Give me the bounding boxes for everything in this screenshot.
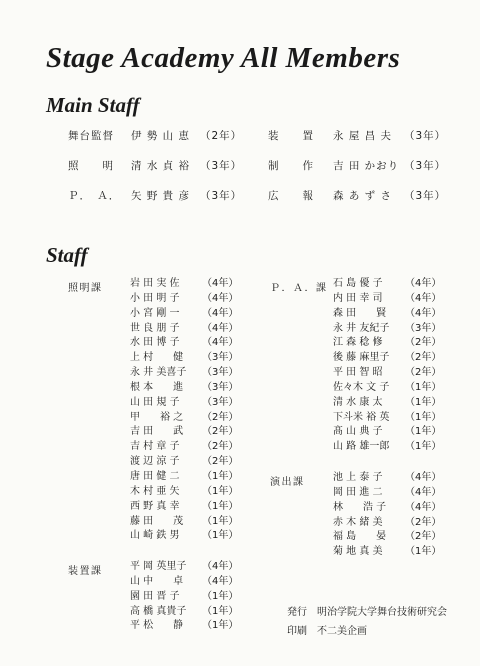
- role-label: 照 明: [68, 160, 114, 172]
- member-name: 下斗米 裕 英: [333, 411, 390, 423]
- member-name: 内 田 幸 司: [333, 292, 383, 304]
- member-name: 山 田 規 子: [130, 396, 180, 408]
- member-name: 木 村 亜 矢: [130, 485, 180, 497]
- member-grade: （2年）: [405, 531, 442, 543]
- main-staff-heading: Main Staff: [46, 93, 140, 117]
- member-name: 菊 地 真 美: [333, 546, 383, 558]
- member-grade: （4年）: [202, 307, 239, 319]
- member-name: 山 崎 鉄 男: [130, 530, 180, 542]
- member-name: 福 島 晏: [333, 531, 387, 543]
- member-grade: （3年）: [202, 367, 239, 379]
- grade-label: （2年）: [200, 130, 243, 142]
- member-name: 吉 田 武: [130, 426, 184, 438]
- member-name: 岡 田 進 二: [333, 486, 383, 498]
- member-name: 小 田 明 子: [130, 292, 180, 304]
- staff-name: 清 水 貞 裕: [131, 160, 191, 172]
- role-label: 広 報: [268, 190, 314, 202]
- role-label: 舞台監督: [68, 130, 114, 142]
- member-grade: （1年）: [405, 411, 442, 423]
- dept-pa: Ｐ．Ａ．課: [270, 283, 328, 294]
- member-grade: （4年）: [202, 575, 239, 587]
- member-name: 石 島 優 子: [333, 278, 383, 289]
- page-title: Stage Academy All Members: [46, 42, 401, 74]
- member-name: 吉 村 章 子: [130, 441, 180, 453]
- member-grade: （4年）: [202, 278, 239, 289]
- member-name: 唐 田 健 二: [130, 470, 180, 482]
- member-grade: （2年）: [405, 337, 442, 349]
- member-grade: （1年）: [202, 470, 239, 482]
- dept-lighting: 照明課: [68, 283, 103, 294]
- member-grade: （1年）: [202, 620, 239, 632]
- staff-name: 伊 勢 山 恵: [131, 130, 191, 142]
- member-name: 小 宮 剛 一: [130, 307, 180, 319]
- credit-value: 不二美企画: [317, 626, 367, 637]
- member-name: 森 田 賢: [333, 307, 387, 319]
- member-grade: （4年）: [405, 278, 442, 289]
- member-grade: （3年）: [405, 322, 442, 334]
- member-grade: （2年）: [202, 441, 239, 453]
- member-name: 山 中 卓: [130, 575, 184, 587]
- role-label: Ｐ． Ａ．: [68, 190, 121, 202]
- member-name: 赤 木 緒 美: [333, 516, 383, 528]
- member-grade: （1年）: [405, 381, 442, 393]
- role-label: 制 作: [268, 160, 314, 172]
- member-grade: （4年）: [405, 501, 442, 513]
- member-grade: （1年）: [405, 426, 442, 438]
- member-grade: （1年）: [202, 590, 239, 602]
- member-name: 藤 田 茂: [130, 515, 184, 527]
- member-grade: （4年）: [202, 322, 239, 334]
- credit-label: 発行: [287, 607, 307, 618]
- grade-label: （3年）: [404, 190, 447, 202]
- grade-label: （3年）: [404, 130, 447, 142]
- member-name: 佐々木 文 子: [333, 381, 390, 393]
- member-grade: （4年）: [202, 561, 239, 572]
- member-name: 渡 辺 涼 子: [130, 456, 180, 468]
- staff-heading: Staff: [46, 243, 88, 267]
- credit-value: 明治学院大学舞台技術研究会: [317, 607, 447, 618]
- member-grade: （1年）: [405, 546, 442, 558]
- member-grade: （1年）: [405, 396, 442, 408]
- member-grade: （2年）: [405, 367, 442, 379]
- member-grade: （4年）: [405, 486, 442, 498]
- member-name: 高 橋 真貴子: [130, 605, 187, 617]
- staff-name: 永 屋 昌 夫: [333, 130, 393, 142]
- member-name: 根 本 進: [130, 381, 184, 393]
- member-name: 永 井 美喜子: [130, 367, 187, 379]
- member-grade: （1年）: [202, 530, 239, 542]
- member-name: 池 上 泰 子: [333, 472, 383, 483]
- member-name: 甲 裕 之: [130, 411, 184, 423]
- member-grade: （1年）: [202, 605, 239, 617]
- member-grade: （3年）: [202, 381, 239, 393]
- member-grade: （4年）: [202, 292, 239, 304]
- member-grade: （2年）: [405, 516, 442, 528]
- member-grade: （1年）: [202, 515, 239, 527]
- member-name: 平 岡 英里子: [130, 561, 187, 572]
- grade-label: （3年）: [404, 160, 447, 172]
- member-name: 永 井 友紀子: [333, 322, 390, 334]
- member-name: 上 村 健: [130, 352, 184, 364]
- dept-set: 装置課: [68, 566, 103, 577]
- member-grade: （1年）: [202, 500, 239, 512]
- staff-name: 矢 野 貴 彦: [131, 190, 191, 202]
- member-grade: （2年）: [202, 411, 239, 423]
- member-name: 山 路 雄一郎: [333, 441, 390, 453]
- member-grade: （2年）: [202, 456, 239, 468]
- member-name: 水 田 博 子: [130, 337, 180, 349]
- grade-label: （3年）: [200, 160, 243, 172]
- credit-label: 印刷: [287, 626, 307, 637]
- member-name: 江 森 稔 修: [333, 337, 383, 349]
- member-name: 世 良 朋 子: [130, 322, 180, 334]
- member-grade: （2年）: [202, 426, 239, 438]
- member-grade: （3年）: [202, 396, 239, 408]
- grade-label: （3年）: [200, 190, 243, 202]
- dept-direction: 演出課: [270, 477, 305, 488]
- member-grade: （3年）: [202, 352, 239, 364]
- member-name: 岩 田 実 佐: [130, 278, 180, 289]
- staff-name: 吉 田 かおり: [333, 160, 400, 172]
- member-name: 後 藤 麻里子: [333, 352, 390, 364]
- staff-name: 森 あ ず さ: [333, 190, 393, 202]
- member-grade: （2年）: [405, 352, 442, 364]
- member-name: 林 浩 子: [333, 501, 387, 513]
- member-name: 平 松 静: [130, 620, 184, 632]
- member-grade: （4年）: [202, 337, 239, 349]
- member-name: 平 田 智 昭: [333, 367, 383, 379]
- member-name: 西 野 真 幸: [130, 500, 180, 512]
- member-name: 髙 山 典 子: [333, 426, 383, 438]
- member-grade: （1年）: [405, 441, 442, 453]
- member-name: 園 田 晋 子: [130, 590, 180, 602]
- member-grade: （4年）: [405, 292, 442, 304]
- member-grade: （4年）: [405, 307, 442, 319]
- member-grade: （4年）: [405, 472, 442, 483]
- member-grade: （1年）: [202, 485, 239, 497]
- role-label: 装 置: [268, 130, 314, 142]
- member-name: 清 水 康 太: [333, 396, 383, 408]
